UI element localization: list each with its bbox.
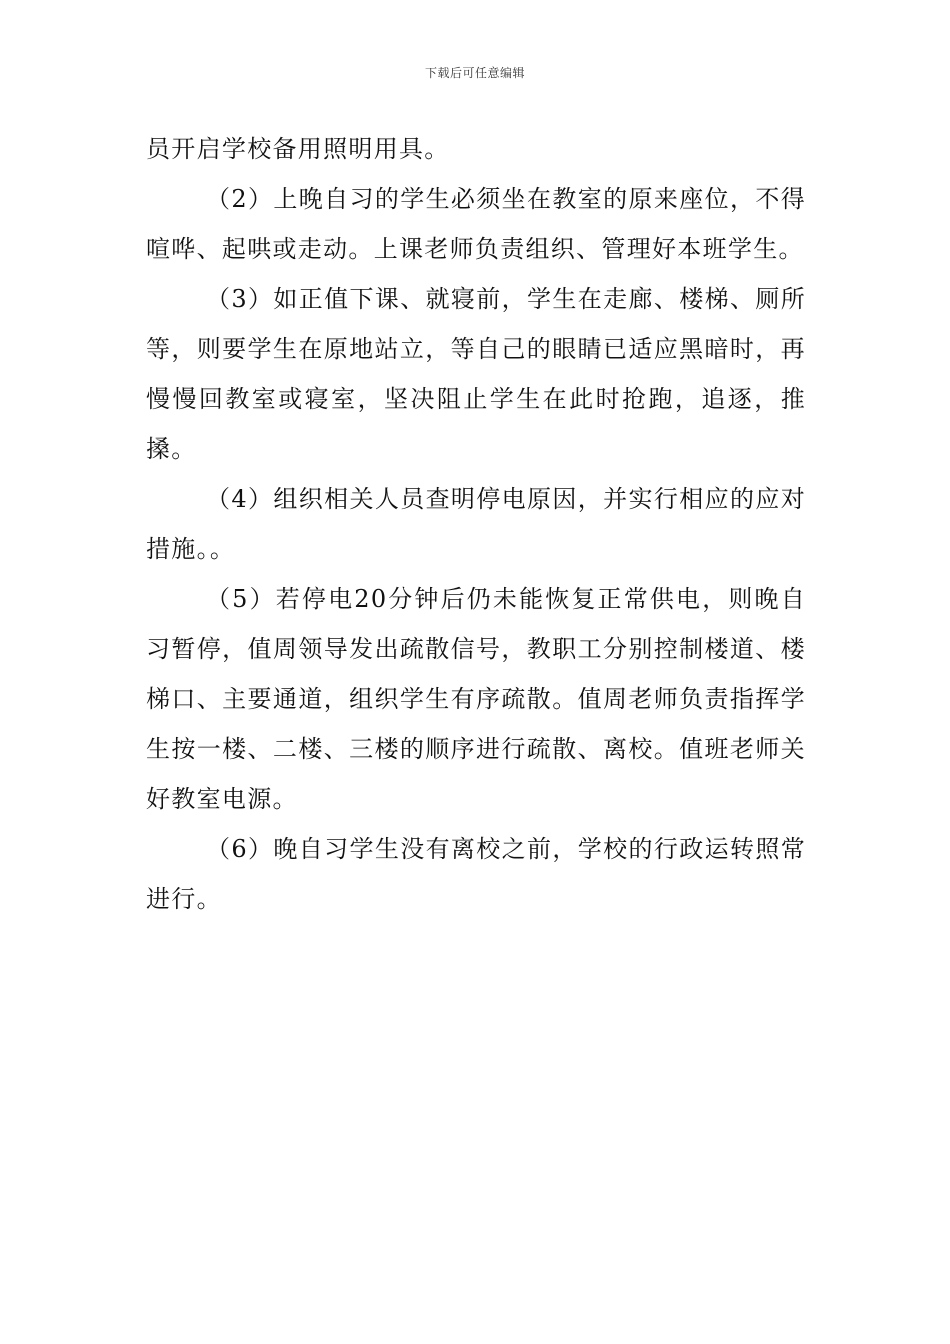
paragraph-item-2: （2）上晚自习的学生必须坐在教室的原来座位，不得喧哗、起哄或走动。上课老师负责组织、管理好本班学生。 <box>146 185 806 263</box>
paragraph-continuation: 员开启学校备用照明用具。 <box>146 135 450 163</box>
paragraph-item-3: （3）如正值下课、就寝前，学生在走廊、楼梯、厕所等，则要学生在原地站立，等自己的眼睛已适应黑暗时，再慢慢回教室或寝室，坚决阻止学生在此时抢跑，追逐，推搡。 <box>146 285 806 463</box>
paragraph-item-6: （6）晚自习学生没有离校之前，学校的行政运转照常进行。 <box>146 835 806 913</box>
paragraph-item-4: （4）组织相关人员查明停电原因，并实行相应的应对措施。。 <box>146 485 806 563</box>
paragraph-item-5: （5）若停电20分钟后仍未能恢复正常供电，则晚自习暂停，值周领导发出疏散信号，教职工分别控制楼道、楼梯口、主要通道，组织学生有序疏散。值周老师负责指挥学生按一楼、二楼、三楼的顺序进行疏散、离校。值班老师关好教室电源。 <box>146 585 806 813</box>
document-body <box>146 124 806 924</box>
page-header: 下载后可任意编辑 <box>424 66 525 80</box>
